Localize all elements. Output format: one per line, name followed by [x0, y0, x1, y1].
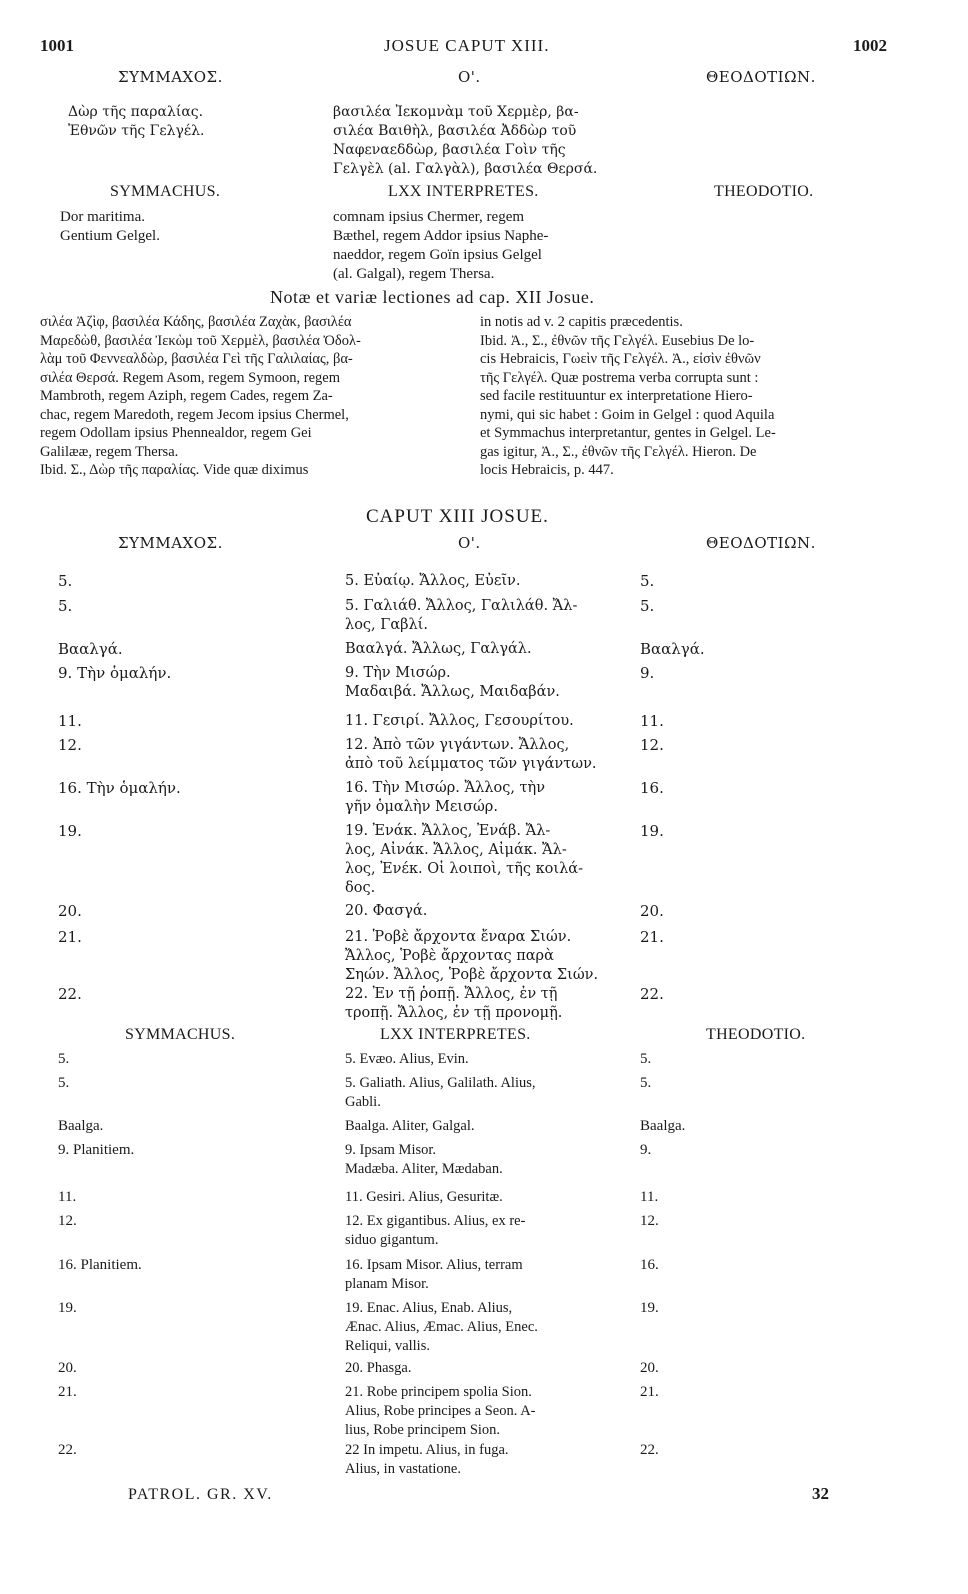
theodotion-cell: 19.	[640, 822, 664, 840]
lxx-line: 11. Gesiri. Alius, Gesuritæ.	[345, 1189, 503, 1205]
note-line: et Symmachus interpretantur, gentes in Gelgel. Le-	[480, 425, 776, 441]
theodotion-cell: 22.	[640, 985, 664, 1003]
symmachus-cell: 12.	[58, 736, 82, 754]
lxx-line: 11. Γεσιρί. Ἄλλος, Γεσουρίτου.	[345, 713, 574, 729]
symmachus-cell: 22.	[58, 1442, 77, 1458]
theodotion-cell: 16.	[640, 779, 664, 797]
symmachus-greek-text	[68, 103, 204, 141]
lxx-line: 22 In impetu. Alius, in fuga.	[345, 1442, 509, 1458]
lxx-cell	[345, 1141, 610, 1179]
page-number-right: 1002	[853, 36, 887, 55]
symmachus-cell: 9. Τὴν ὁμαλήν.	[58, 664, 172, 682]
lxx-line: Σηών. Ἄλλος, Ῥοβὲ ἄρχοντα Σιών.	[345, 967, 599, 983]
symmachus-cell: 19.	[58, 1300, 77, 1316]
column-head-lxx-latin-2: LXX INTERPRETES.	[380, 1026, 531, 1043]
footer-signature: PATROL. GR. XV.	[128, 1486, 273, 1503]
lxx-cell	[345, 985, 610, 1023]
symmachus-cell: 11.	[58, 1189, 77, 1205]
running-title: JOSUE CAPUT XIII.	[384, 36, 550, 55]
lxx-line: 19. Ἐνάκ. Ἄλλος, Ἐνάβ. Ἄλ-	[345, 823, 551, 839]
note-line: regem Odollam ipsius Phennealdor, regem Gei	[40, 425, 312, 441]
lxx-line: Madæba. Aliter, Mædaban.	[345, 1161, 503, 1177]
symmachus-cell: 5.	[58, 1075, 70, 1091]
lxx-line: planam Misor.	[345, 1276, 429, 1292]
note-line: sed facile restituuntur ex interpretatione Hiero-	[480, 388, 753, 404]
theodotion-cell: 11.	[640, 712, 664, 730]
lxx-line: Βααλγά. Ἄλλως, Γαλγάλ.	[345, 641, 532, 657]
lxx-line: 5. Galiath. Alius, Galilath. Alius,	[345, 1075, 536, 1091]
lxx-line: δος.	[345, 880, 376, 896]
note-line: locis Hebraicis, p. 447.	[480, 462, 614, 478]
text-line: Ναφεναεδδὼρ, βασιλέα Γοὶν τῆς	[333, 142, 566, 158]
text-line: σιλέα Βαιθὴλ, βασιλέα Ἀδδὼρ τοῦ	[333, 123, 577, 139]
lxx-line: siduo gigantum.	[345, 1232, 439, 1248]
theodotion-cell: 5.	[640, 597, 655, 615]
lxx-line: Ἄλλος, Ῥοβὲ ἄρχοντας παρὰ	[345, 948, 554, 964]
column-head-lxx-greek-2: Ο'.	[458, 534, 481, 552]
column-head-lxx-latin: LXX INTERPRETES.	[388, 183, 539, 200]
symmachus-cell: 21.	[58, 928, 82, 946]
symmachus-cell: 5.	[58, 1051, 70, 1067]
lxx-line: 5. Evæo. Alius, Evin.	[345, 1051, 469, 1067]
lxx-line: 9. Τὴν Μισώρ.	[345, 665, 451, 681]
text-line: comnam ipsius Chermer, regem	[333, 209, 525, 225]
notes-left-column	[40, 313, 458, 480]
lxx-line: 9. Ipsam Misor.	[345, 1142, 437, 1158]
symmachus-cell: Baalga.	[58, 1118, 104, 1134]
column-head-theodotio-latin-2: THEODOTIO.	[706, 1026, 806, 1043]
column-head-symmachus-latin: SYMMACHUS.	[110, 183, 221, 200]
symmachus-cell: 21.	[58, 1384, 77, 1400]
text-line: Ἐθνῶν τῆς Γελγέλ.	[68, 123, 205, 139]
theodotion-cell: 11.	[640, 1189, 659, 1205]
lxx-line: Baalga. Aliter, Galgal.	[345, 1118, 475, 1134]
theodotion-cell: 9.	[640, 664, 655, 682]
lxx-cell	[345, 1299, 610, 1356]
lxx-cell	[345, 1117, 610, 1136]
lxx-cell	[345, 572, 610, 591]
lxx-line: 20. Phasga.	[345, 1360, 412, 1376]
text-line: Dor maritima.	[60, 209, 145, 225]
column-head-theodotion-greek: ΘΕΟΔΟΤΙΩΝ.	[706, 68, 816, 86]
lxx-cell	[345, 928, 610, 985]
text-line: Bæthel, regem Addor ipsius Naphe-	[333, 228, 549, 244]
symmachus-cell: 19.	[58, 822, 82, 840]
lxx-cell	[345, 712, 610, 731]
lxx-line: 16. Τὴν Μισώρ. Ἄλλος, τὴν	[345, 780, 546, 796]
theodotion-cell: 12.	[640, 736, 664, 754]
lxx-cell	[345, 1441, 610, 1479]
theodotion-cell: 20.	[640, 902, 664, 920]
text-line: Γελγὲλ (al. Γαλγὰλ), βασιλέα Θερσά.	[333, 161, 598, 177]
symmachus-cell: 5.	[58, 597, 73, 615]
lxx-cell	[345, 597, 610, 635]
note-line: Ibid. Σ., Δὼρ τῆς παραλίας. Vide quæ diximus	[40, 462, 309, 478]
column-head-theodotion-greek-2: ΘΕΟΔΟΤΙΩΝ.	[706, 534, 816, 552]
lxx-line: Alius, Robe principes a Seon. A-	[345, 1403, 536, 1419]
note-line: in notis ad v. 2 capitis præcedentis.	[480, 314, 683, 330]
symmachus-cell: 9. Planitiem.	[58, 1142, 135, 1158]
text-line: Gentium Gelgel.	[60, 228, 160, 244]
note-line: gas igitur, Ἀ., Σ., ἐθνῶν τῆς Γελγέλ. Hieron. De	[480, 443, 757, 460]
lxx-cell	[345, 1256, 610, 1294]
theodotion-cell: 9.	[640, 1142, 652, 1158]
lxx-line: 21. Robe principem spolia Sion.	[345, 1384, 532, 1400]
note-line: chac, regem Maredoth, regem Jecom ipsius Chermel,	[40, 406, 349, 423]
theodotion-cell: 19.	[640, 1300, 659, 1316]
text-line: Δὼρ τῆς παραλίας.	[68, 104, 204, 120]
note-line: Μαρεδὼθ, βασιλέα Ἰεκὼμ τοῦ Χερμὲλ, βασιλέα Ὀδολ-	[40, 332, 361, 349]
lxx-cell	[345, 779, 610, 817]
theodotion-cell: 12.	[640, 1213, 659, 1229]
lxx-line: γῆν ὁμαλὴν Μεισώρ.	[345, 799, 498, 815]
theodotion-cell: 16.	[640, 1257, 659, 1273]
lxx-line: ἀπὸ τοῦ λείμματος τῶν γιγάντων.	[345, 756, 597, 772]
footer-page-number: 32	[812, 1484, 829, 1503]
symmachus-cell: 22.	[58, 985, 82, 1003]
lxx-line: 22. Ἐν τῇ ῥοπῇ. Ἄλλος, ἐν τῇ	[345, 986, 558, 1002]
chapter-title: CAPUT XIII JOSUE.	[366, 506, 549, 527]
note-line: Ibid. Ἀ., Σ., ἐθνῶν τῆς Γελγέλ. Eusebius De lo-	[480, 332, 755, 349]
column-head-symmachus-greek: ΣΥΜΜΑΧΟΣ.	[118, 68, 223, 86]
lxx-line: λος, Αἰνάκ. Ἄλλος, Αἰμάκ. Ἄλ-	[345, 842, 567, 858]
column-head-symmachus-latin-2: SYMMACHUS.	[125, 1026, 236, 1043]
lxx-line: 21. Ῥοβὲ ἄρχοντα ἔναρα Σιών.	[345, 929, 572, 945]
notes-right-column	[480, 313, 900, 480]
lxx-line: 16. Ipsam Misor. Alius, terram	[345, 1257, 523, 1273]
theodotion-cell: 20.	[640, 1360, 659, 1376]
lxx-line: 20. Φασγά.	[345, 903, 428, 919]
symmachus-latin-text	[60, 208, 160, 246]
note-line: τῆς Γελγέλ. Quæ postrema verba corrupta sunt :	[480, 369, 759, 386]
lxx-line: Alius, in vastatione.	[345, 1461, 461, 1477]
lxx-cell	[345, 1212, 610, 1250]
note-line: Mambroth, regem Aziph, regem Cades, regem Za-	[40, 388, 333, 404]
lxx-line: 5. Εὐαίῳ. Ἄλλος, Εὐεῖν.	[345, 573, 521, 589]
lxx-greek-text	[333, 103, 633, 179]
theodotion-cell: Baalga.	[640, 1118, 686, 1134]
lxx-line: 5. Γαλιάθ. Ἄλλος, Γαλιλάθ. Ἄλ-	[345, 598, 578, 614]
note-line: σιλέα Ἀζὶφ, βασιλέα Κάδης, βασιλέα Ζαχὰκ, βασιλέα	[40, 314, 352, 330]
note-line: λὰμ τοῦ Φεννεαλδὼρ, βασιλέα Γεὶ τῆς Γαλιλαίας, βα-	[40, 351, 353, 367]
text-line: naeddor, regem Goïn ipsius Gelgel	[333, 247, 542, 263]
lxx-line: Reliqui, vallis.	[345, 1338, 430, 1354]
lxx-cell	[345, 1383, 610, 1440]
symmachus-cell: 12.	[58, 1213, 77, 1229]
lxx-cell	[345, 640, 610, 659]
text-line: βασιλέα Ἰεκομνὰμ τοῦ Χερμὲρ, βα-	[333, 104, 579, 120]
text-line: (al. Galgal), regem Thersa.	[333, 266, 495, 282]
column-head-theodotio-latin: THEODOTIO.	[714, 183, 814, 200]
theodotion-cell: 5.	[640, 1051, 652, 1067]
lxx-line: Ænac. Alius, Æmac. Alius, Enec.	[345, 1319, 538, 1335]
symmachus-cell: 11.	[58, 712, 82, 730]
symmachus-cell: 16. Planitiem.	[58, 1257, 142, 1273]
lxx-cell	[345, 902, 610, 921]
lxx-cell	[345, 1074, 610, 1112]
lxx-cell	[345, 822, 610, 898]
symmachus-cell: 20.	[58, 1360, 77, 1376]
theodotion-cell: 22.	[640, 1442, 659, 1458]
lxx-line: 19. Enac. Alius, Enab. Alius,	[345, 1300, 513, 1316]
lxx-line: lius, Robe principem Sion.	[345, 1422, 501, 1438]
theodotion-cell: 21.	[640, 928, 664, 946]
lxx-cell	[345, 1188, 610, 1207]
theodotion-cell: 5.	[640, 1075, 652, 1091]
theodotion-cell: Βααλγά.	[640, 640, 705, 658]
note-line: σιλέα Θερσά. Regem Asom, regem Symoon, regem	[40, 369, 340, 386]
page-number-left: 1001	[40, 36, 74, 55]
symmachus-cell: 20.	[58, 902, 82, 920]
lxx-cell	[345, 1050, 610, 1069]
column-head-symmachus-greek-2: ΣΥΜΜΑΧΟΣ.	[118, 534, 223, 552]
lxx-line: λος, Ἐνέκ. Οἱ λοιποὶ, τῆς κοιλά-	[345, 861, 583, 877]
symmachus-cell: Βααλγά.	[58, 640, 123, 658]
lxx-cell	[345, 664, 610, 702]
note-line: nymi, qui sic habet : Goim in Gelgel : quod Aquila	[480, 406, 775, 423]
symmachus-cell: 16. Τὴν ὁμαλήν.	[58, 779, 181, 797]
theodotion-cell: 5.	[640, 572, 655, 590]
lxx-line: λος, Γαβλί.	[345, 617, 428, 633]
notes-heading: Notæ et variæ lectiones ad cap. XII Josue.	[270, 287, 595, 307]
note-line: Galilææ, regem Thersa.	[40, 443, 179, 460]
lxx-line: Gabli.	[345, 1094, 381, 1110]
lxx-cell	[345, 736, 610, 774]
column-head-lxx-greek: Ο'.	[458, 68, 481, 86]
lxx-line: τροπῇ. Ἄλλος, ἐν τῇ προνομῇ.	[345, 1005, 563, 1021]
lxx-line: 12. Ἀπὸ τῶν γιγάντων. Ἄλλος,	[345, 737, 570, 753]
symmachus-cell: 5.	[58, 572, 73, 590]
note-line: cis Hebraicis, Γωεὶν τῆς Γελγέλ. Ἀ., εἰσὶν ἐθνῶν	[480, 351, 761, 367]
lxx-latin-text	[333, 208, 633, 284]
lxx-line: 12. Ex gigantibus. Alius, ex re-	[345, 1213, 526, 1229]
theodotion-cell: 21.	[640, 1384, 659, 1400]
lxx-cell	[345, 1359, 610, 1378]
lxx-line: Μαδαιβά. Ἄλλως, Μαιδαβάν.	[345, 684, 560, 700]
